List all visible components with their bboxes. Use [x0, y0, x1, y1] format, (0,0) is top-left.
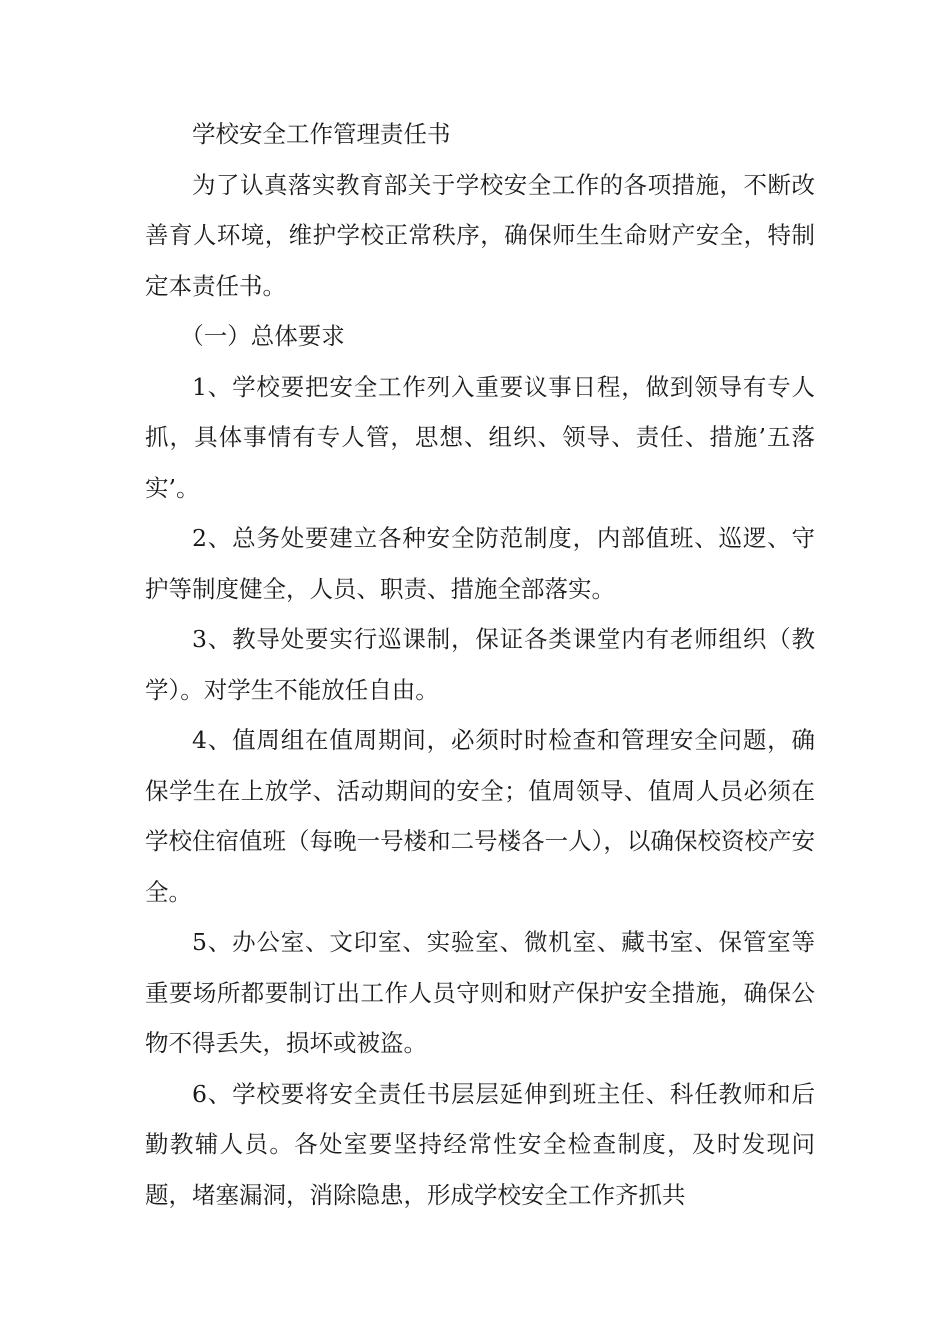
intro-paragraph: 为了认真落实教育部关于学校安全工作的各项措施，不断改善育人环境，维护学校正常秩序，确保师生生命财产安全，特制定本责任书。 — [145, 170, 815, 300]
document-body — [145, 109, 815, 1220]
list-item: 5、办公室、文印室、实验室、微机室、藏书室、保管室等重要场所都要制订出工作人员守则和财产保护安全措施，确保公物不得丢失，损坏或被盗。 — [145, 928, 815, 1057]
list-item: 2、总务处要建立各种安全防范制度，内部值班、巡逻、守护等制度健全，人员、职责、措施全部落实。 — [145, 524, 815, 603]
list-item: 4、值周组在值周期间，必须时时检查和管理安全问题，确保学生在上放学、活动期间的安全；值周领导、值周人员必须在学校住宿值班（每晚一号楼和二号楼各一人），以确保校资校产安全。 — [145, 726, 815, 906]
list-item: 3、教导处要实行巡课制，保证各类课堂内有老师组织（教学）。对学生不能放任自由。 — [145, 625, 815, 704]
document-title: 学校安全工作管理责任书 — [192, 120, 451, 148]
list-item: 6、学校要将安全责任书层层延伸到班主任、科任教师和后勤教辅人员。各处室要坚持经常性安全检查制度，及时发现问题，堵塞漏洞，消除隐患，形成学校安全工作齐抓共 — [145, 1079, 815, 1209]
list-item: 1、学校要把安全工作列入重要议事日程，做到领导有专人抓，具体事情有专人管，思想、组织、领导、责任、措施’五落实’。 — [145, 372, 815, 502]
section-heading: （一）总体要求 — [180, 322, 345, 350]
